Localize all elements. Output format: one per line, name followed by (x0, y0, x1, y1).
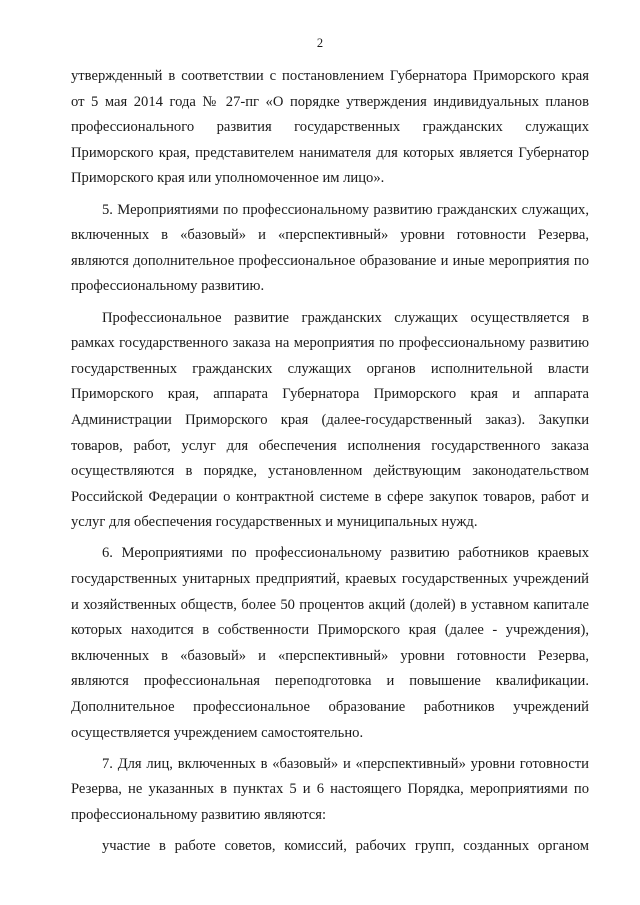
paragraph-participation: участие в работе советов, комиссий, рабочих групп, созданных органом (102, 838, 589, 855)
paragraph-item-5: 5. Мероприятиями по профессиональному развитию гражданских служащих, включенных в «базовый» и «перспективный» уровни готовности Резерва, являются дополнительное профессиональное образование и иные мероприятия по профессиональному развитию. (71, 201, 589, 295)
page-number: 2 (316, 36, 324, 50)
document-body (71, 64, 589, 865)
paragraph-continuation: утвержденный в соответствии с постановлением Губернатора Приморского края от 5 мая 2014 года № 27-пг «О порядке утверждения индивидуальных планов профессионального развития государственных гражданских служащих Приморского края, представителем нанимателя для которых является Губернатор Приморского края или уполномоченное им лицо». (71, 68, 589, 187)
paragraph-item-6: 6. Мероприятиями по профессиональному развитию работников краевых государственных унитарных предприятий, краевых государственных учреждений и хозяйственных обществ, более 50 процентов акций (долей) в уставном капитале которых находится в собственности Приморского края (далее - учреждения), включенных в «базовый» и «перспективный» уровни готовности Резерва, являются профессиональная переподготовка и повышение квалификации. Дополнительное профессиональное образование работников учреждений осуществляется учреждением самостоятельно. (71, 545, 589, 741)
paragraph-item-7: 7. Для лиц, включенных в «базовый» и «перспективный» уровни готовности Резерва, не указанных в пунктах 5 и 6 настоящего Порядка, мероприятиями по профессиональному развитию являются: (71, 755, 589, 823)
paragraph-professional-development: Профессиональное развитие гражданских служащих осуществляется в рамках государственного заказа на мероприятия по профессиональному развитию государственных гражданских служащих органов исполнительной власти Приморского края, аппарата Губернатора Приморского края и аппарата Администрации Приморского края (далее-государственный заказ). Закупки товаров, работ, услуг для обеспечения исполнения государственного заказа осуществляются в порядке, установленном действующим законодательством Российской Федерации о контрактной системе в сфере закупок товаров, работ и услуг для обеспечения государственных и муниципальных нужд. (71, 309, 589, 531)
